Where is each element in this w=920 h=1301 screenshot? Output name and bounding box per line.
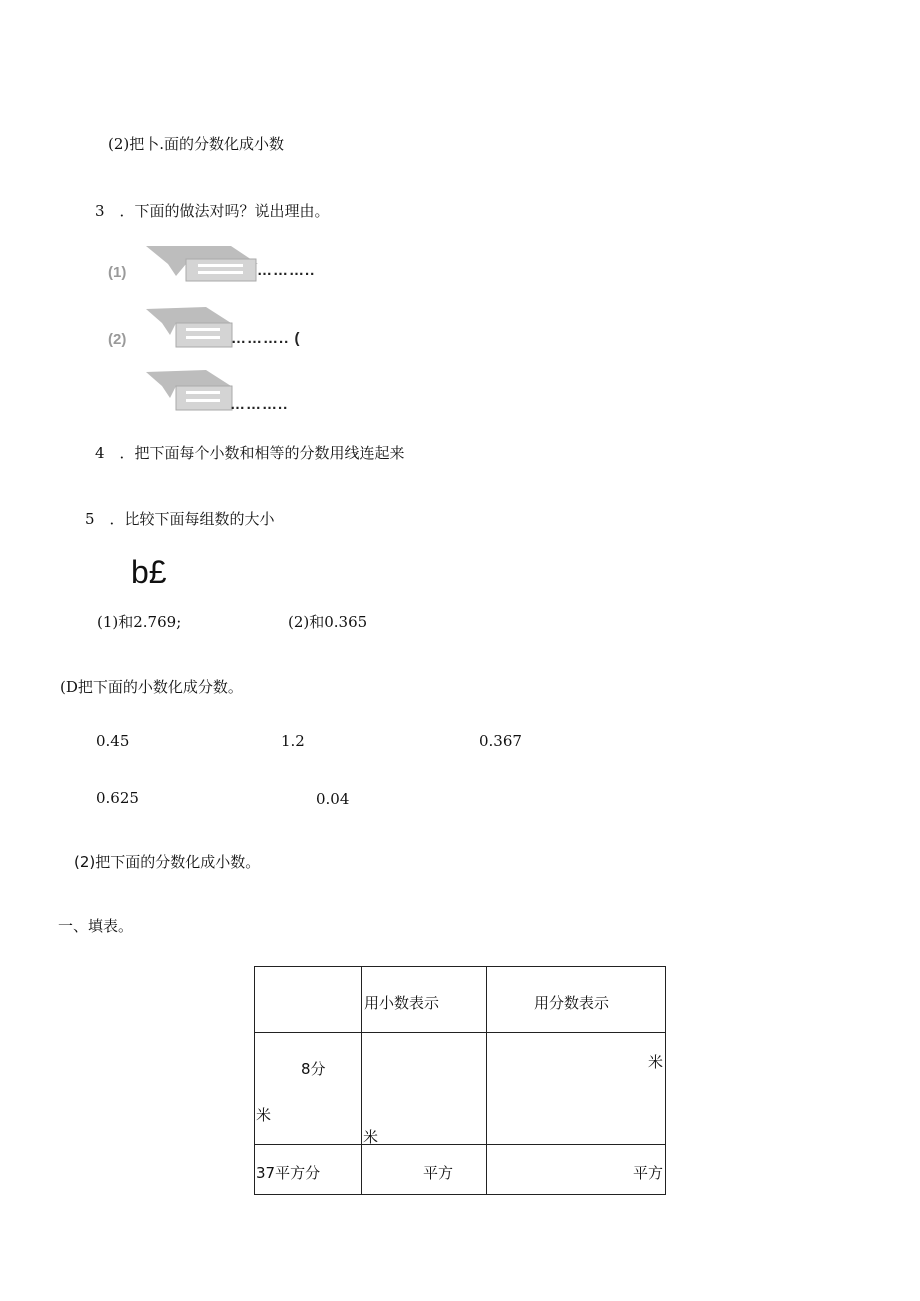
figure-label-2: (2) xyxy=(108,331,127,348)
fraction-image-3 xyxy=(146,370,236,412)
fill-table-heading: 一、填表。 xyxy=(58,917,134,935)
figure-label-1: (1) xyxy=(108,264,127,281)
decimal-value: 0.04 xyxy=(316,790,350,808)
table-row2-fraction-answer[interactable]: 平方 xyxy=(487,1145,666,1195)
compare-item-1: (1)和2.769; xyxy=(97,613,182,631)
question-line-fraction-to-decimal: (2)把卜.面的分数化成小数 xyxy=(108,135,285,153)
decimal-value: 1.2 xyxy=(281,732,305,750)
table-row2-decimal-answer[interactable]: 平方 xyxy=(362,1145,487,1195)
table-header-fraction: 用分数表示 xyxy=(487,967,666,1033)
table-corner-cell xyxy=(255,967,362,1033)
garbled-fraction-glyph: b£ xyxy=(131,554,167,590)
compare-item-2: (2)和0.365 xyxy=(288,613,368,631)
fill-in-table xyxy=(254,966,666,1195)
question-3-heading: 3 ．下面的做法对吗？说出理由。 xyxy=(95,202,330,220)
dotted-leader-3: ……….. xyxy=(230,396,289,413)
fraction-to-decimal-heading: (2)把下面的分数化成小数。 xyxy=(74,853,261,871)
table-row2-label: 37平方分 xyxy=(255,1145,362,1195)
table-row1-decimal-answer[interactable]: 米 xyxy=(362,1033,487,1145)
question-5-heading: 5 ．比较下面每组数的大小 xyxy=(85,510,275,528)
fraction-image-2 xyxy=(146,307,236,349)
question-4-heading: 4 ．把下面每个小数和相等的分数用线连起来 xyxy=(95,444,405,462)
fraction-image-1 xyxy=(146,246,258,284)
table-header-decimal: 用小数表示 xyxy=(362,967,487,1033)
table-row1-label: 8分 米 xyxy=(255,1033,362,1145)
decimal-value: 0.625 xyxy=(96,789,139,807)
decimal-value: 0.45 xyxy=(96,732,130,750)
dotted-leader-1: ……….. xyxy=(257,262,316,279)
decimal-value: 0.367 xyxy=(479,732,522,750)
decimal-to-fraction-heading: (D把下面的小数化成分数。 xyxy=(60,678,243,696)
table-row1-fraction-answer[interactable]: 米 xyxy=(487,1033,666,1145)
dotted-leader-2: ……….. ( xyxy=(231,330,301,347)
